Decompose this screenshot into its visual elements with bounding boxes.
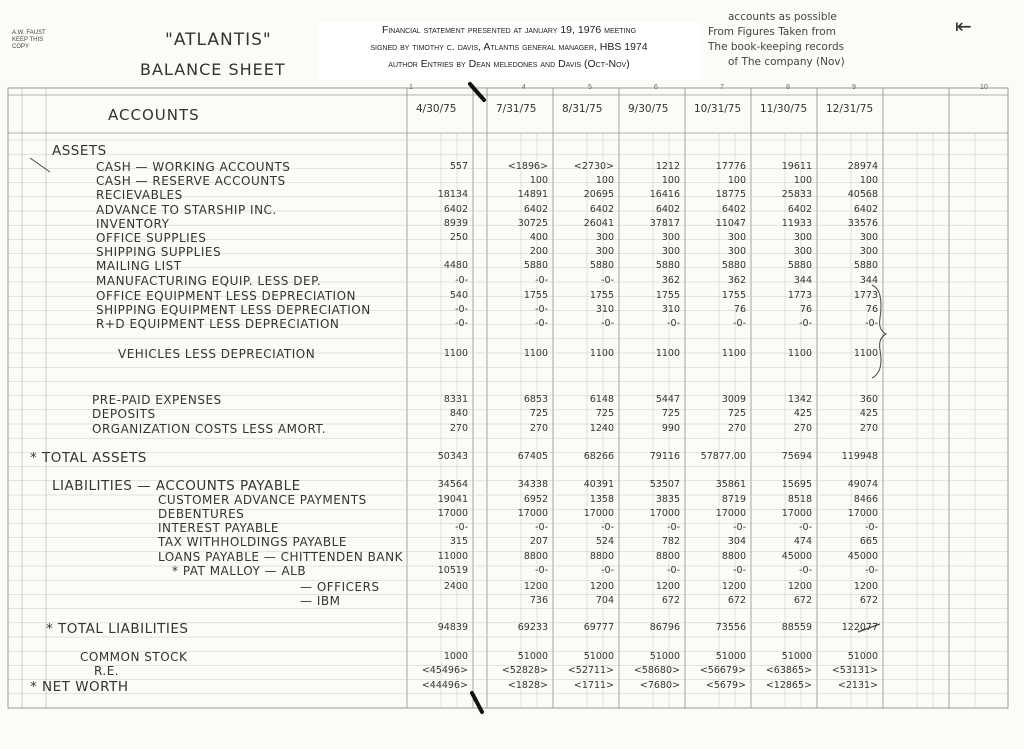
ledger-value: 16416 xyxy=(649,189,680,200)
ledger-value: 1773 xyxy=(787,290,812,301)
column-number: 9 xyxy=(852,84,856,91)
ledger-value: 119948 xyxy=(841,451,878,462)
account-label: — IBM xyxy=(300,594,341,608)
ledger-value: 75694 xyxy=(781,451,812,462)
ledger-value: 14891 xyxy=(517,189,548,200)
note-line: accounts as possible xyxy=(728,11,837,23)
ledger-value: 40391 xyxy=(583,479,614,490)
ledger-value: 300 xyxy=(661,232,680,243)
form-header-print xyxy=(12,30,46,51)
ledger-value: 5880 xyxy=(589,260,614,271)
ledger-value: 270 xyxy=(859,423,878,434)
ledger-value: 8939 xyxy=(443,218,468,229)
ledger-value: -0- xyxy=(455,304,468,315)
ledger-value: 1755 xyxy=(655,290,680,301)
ledger-value: 360 xyxy=(859,394,878,405)
account-label: MANUFACTURING EQUIP. LESS DEP. xyxy=(96,274,322,288)
ledger-value: 51000 xyxy=(847,651,878,662)
ledger-value: 8719 xyxy=(721,494,746,505)
ledger-value: -0- xyxy=(865,565,878,576)
account-label: * TOTAL ASSETS xyxy=(30,450,147,466)
ledger-value: <44496> xyxy=(421,680,468,691)
ledger-value: <1828> xyxy=(507,680,548,691)
account-label: OFFICE EQUIPMENT LESS DEPRECIATION xyxy=(96,289,356,303)
ledger-value: 69777 xyxy=(583,622,614,633)
ledger-value: -0- xyxy=(865,318,878,329)
ledger-value: 540 xyxy=(449,290,468,301)
ledger-value: 1200 xyxy=(853,581,878,592)
accounts-header: ACCOUNTS xyxy=(108,106,200,124)
ledger-value: 310 xyxy=(661,304,680,315)
account-label: ORGANIZATION COSTS LESS AMORT. xyxy=(92,422,327,436)
ledger-value: -0- xyxy=(733,565,746,576)
ledger-value: 17000 xyxy=(649,508,680,519)
ledger-value: <52828> xyxy=(501,665,548,676)
ledger-value: 30725 xyxy=(517,218,548,229)
ledger-value: 94839 xyxy=(437,622,468,633)
account-label: CASH — RESERVE ACCOUNTS xyxy=(96,174,286,188)
ledger-value: -0- xyxy=(601,522,614,533)
ledger-value: 990 xyxy=(661,423,680,434)
ledger-value: 100 xyxy=(727,175,746,186)
ledger-value: 8518 xyxy=(787,494,812,505)
ledger-value: 300 xyxy=(859,232,878,243)
ledger-value: 8466 xyxy=(853,494,878,505)
ledger-value: -0- xyxy=(667,318,680,329)
ledger-value: 122077 xyxy=(841,622,878,633)
ledger-value: 840 xyxy=(449,408,468,419)
ledger-value: 51000 xyxy=(715,651,746,662)
ledger-value: 5880 xyxy=(787,260,812,271)
ledger-value: <58680> xyxy=(633,665,680,676)
ledger-value: 68266 xyxy=(583,451,614,462)
ledger-value: 8800 xyxy=(523,551,548,562)
ledger-value: 100 xyxy=(661,175,680,186)
account-label: * NET WORTH xyxy=(30,679,129,695)
ledger-value: 51000 xyxy=(781,651,812,662)
column-number: 8 xyxy=(786,84,790,91)
column-date-header: 4/30/75 xyxy=(416,103,457,115)
note-line: The book-keeping records xyxy=(708,41,845,53)
ledger-value: 304 xyxy=(727,536,746,547)
column-number: 1 xyxy=(409,84,413,91)
ledger-value: <12865> xyxy=(765,680,812,691)
ledger-value: 300 xyxy=(727,246,746,257)
ledger-value: 11047 xyxy=(715,218,746,229)
ledger-value: 725 xyxy=(529,408,548,419)
ledger-value: 5447 xyxy=(655,394,680,405)
caption-line: Financial statement presented at january 19, 1976 meeting xyxy=(381,24,637,36)
ledger-value: 69233 xyxy=(517,622,548,633)
ledger-value: 300 xyxy=(727,232,746,243)
ledger-value: <56679> xyxy=(699,665,746,676)
ledger-value: <45496> xyxy=(421,665,468,676)
ledger-value: 425 xyxy=(859,408,878,419)
caption-line: author Entries by Dean meledones and Davis (Oct-Nov) xyxy=(388,58,630,70)
column-date-header: 12/31/75 xyxy=(826,103,874,115)
ledger-value: 37817 xyxy=(649,218,680,229)
account-label: CASH — WORKING ACCOUNTS xyxy=(96,160,291,174)
ledger-value: 50343 xyxy=(437,451,468,462)
account-label: DEBENTURES xyxy=(158,507,245,521)
ledger-value: -0- xyxy=(455,522,468,533)
account-label: * TOTAL LIABILITIES xyxy=(46,621,189,637)
caption-box xyxy=(318,22,700,80)
ledger-value: 362 xyxy=(727,275,746,286)
ledger-value: 1755 xyxy=(721,290,746,301)
column-date-header: 9/30/75 xyxy=(628,103,669,115)
ledger-value: -0- xyxy=(667,565,680,576)
ledger-value: 79116 xyxy=(649,451,680,462)
ledger-value: 300 xyxy=(859,246,878,257)
ledger-value: 2400 xyxy=(443,581,468,592)
account-label: OFFICE SUPPLIES xyxy=(96,231,207,245)
column-number: 6 xyxy=(654,84,658,91)
account-label: INTEREST PAYABLE xyxy=(158,521,279,535)
ledger-value: 5880 xyxy=(655,260,680,271)
ledger-value: 100 xyxy=(859,175,878,186)
ledger-value: -0- xyxy=(733,522,746,533)
ledger-value: 17000 xyxy=(437,508,468,519)
ledger-value: 300 xyxy=(793,246,812,257)
ledger-value: 1212 xyxy=(655,161,680,172)
ledger-value: 1755 xyxy=(523,290,548,301)
ledger-value: 45000 xyxy=(847,551,878,562)
ledger-value: 3835 xyxy=(655,494,680,505)
ledger-value: 73556 xyxy=(715,622,746,633)
ledger-value: 33576 xyxy=(847,218,878,229)
ledger-value: 17000 xyxy=(847,508,878,519)
ledger-value: 17000 xyxy=(781,508,812,519)
ledger-value: 725 xyxy=(661,408,680,419)
ledger-value: 76 xyxy=(733,304,746,315)
ledger-value: 1100 xyxy=(589,348,614,359)
ledger-value: -0- xyxy=(601,318,614,329)
ledger-value: 53507 xyxy=(649,479,680,490)
ledger-value: 1100 xyxy=(787,348,812,359)
ledger-value: 270 xyxy=(529,423,548,434)
ledger-value: 51000 xyxy=(517,651,548,662)
account-label: ADVANCE TO STARSHIP INC. xyxy=(96,203,277,217)
account-label: ASSETS xyxy=(52,143,107,159)
account-label: * PAT MALLOY — ALB xyxy=(172,564,307,578)
column-number: 10 xyxy=(980,84,988,91)
ledger-value: 1200 xyxy=(655,581,680,592)
ledger-value: 51000 xyxy=(649,651,680,662)
ledger-value: 76 xyxy=(865,304,878,315)
ledger-value: 6952 xyxy=(523,494,548,505)
account-label: PRE-PAID EXPENSES xyxy=(92,393,222,407)
form-text-line: A.W. FAUST xyxy=(12,30,46,36)
account-label: CUSTOMER ADVANCE PAYMENTS xyxy=(158,493,367,507)
ledger-value: 17776 xyxy=(715,161,746,172)
ledger-value: 76 xyxy=(799,304,812,315)
company-title: "ATLANTIS" xyxy=(165,30,272,50)
ledger-value: 344 xyxy=(859,275,878,286)
ledger-value: <52711> xyxy=(567,665,614,676)
ledger-value: -0- xyxy=(601,275,614,286)
ledger-value: 100 xyxy=(595,175,614,186)
ledger-value: 6402 xyxy=(443,204,468,215)
ledger-value: 1755 xyxy=(589,290,614,301)
ledger-value: 425 xyxy=(793,408,812,419)
ledger-value: 1200 xyxy=(589,581,614,592)
ledger-value: 1200 xyxy=(721,581,746,592)
ledger-value: -0- xyxy=(799,522,812,533)
ledger-value: <63865> xyxy=(765,665,812,676)
account-label: DEPOSITS xyxy=(92,407,156,421)
ledger-value: -0- xyxy=(535,304,548,315)
ledger-value: -0- xyxy=(799,565,812,576)
ledger-value: -0- xyxy=(733,318,746,329)
caption-line: signed by timothy c. davis, Atlantis general manager, HBS 1974 xyxy=(370,41,648,53)
ledger-value: 6402 xyxy=(721,204,746,215)
account-label: COMMON STOCK xyxy=(80,650,188,664)
account-label: INVENTORY xyxy=(96,217,170,231)
ledger-value: 1100 xyxy=(655,348,680,359)
ledger-value: 315 xyxy=(449,536,468,547)
ledger-value: 5880 xyxy=(721,260,746,271)
ledger-value: 6402 xyxy=(853,204,878,215)
ledger-value: 17000 xyxy=(517,508,548,519)
ledger-value: 5880 xyxy=(523,260,548,271)
ledger-value: 11933 xyxy=(781,218,812,229)
ledger-value: -0- xyxy=(535,318,548,329)
account-label: — OFFICERS xyxy=(300,580,380,594)
ledger-value: 1100 xyxy=(443,348,468,359)
ledger-value: 725 xyxy=(595,408,614,419)
ledger-value: 300 xyxy=(595,232,614,243)
ledger-value: 672 xyxy=(727,595,746,606)
ledger-value: 86796 xyxy=(649,622,680,633)
ledger-value: -0- xyxy=(601,565,614,576)
account-label: LOANS PAYABLE — CHITTENDEN BANK xyxy=(158,550,403,564)
ledger-value: 665 xyxy=(859,536,878,547)
ledger-value: 250 xyxy=(449,232,468,243)
ledger-value: 51000 xyxy=(583,651,614,662)
account-label: LIABILITIES — ACCOUNTS PAYABLE xyxy=(52,478,301,494)
note-line: of The company (Nov) xyxy=(728,56,845,68)
ledger-value: 88559 xyxy=(781,622,812,633)
ledger-value: 672 xyxy=(661,595,680,606)
column-number: 7 xyxy=(720,84,724,91)
ledger-value: 6853 xyxy=(523,394,548,405)
ledger-value: 6148 xyxy=(589,394,614,405)
ledger-value: 6402 xyxy=(589,204,614,215)
ledger-value: 40568 xyxy=(847,189,878,200)
ledger-value: <1896> xyxy=(507,161,548,172)
ledger-value: 34338 xyxy=(517,479,548,490)
ledger-value: 1200 xyxy=(523,581,548,592)
ledger-value: 672 xyxy=(859,595,878,606)
column-date-header: 7/31/75 xyxy=(496,103,537,115)
account-label: VEHICLES LESS DEPRECIATION xyxy=(118,347,316,361)
ledger-value: -0- xyxy=(455,318,468,329)
ledger-value: 18134 xyxy=(437,189,468,200)
ledger-value: 17000 xyxy=(715,508,746,519)
ledger-value: 1100 xyxy=(853,348,878,359)
ledger-value: 4480 xyxy=(443,260,468,271)
ledger-value: 3009 xyxy=(721,394,746,405)
ledger-value: 67405 xyxy=(517,451,548,462)
ledger-value: 1200 xyxy=(787,581,812,592)
ledger-value: 400 xyxy=(529,232,548,243)
ledger-value: -0- xyxy=(535,275,548,286)
account-label: SHIPPING EQUIPMENT LESS DEPRECIATION xyxy=(96,303,371,317)
account-label: MAILING LIST xyxy=(96,259,182,273)
ledger-value: 34564 xyxy=(437,479,468,490)
ledger-value: 300 xyxy=(661,246,680,257)
ledger-value: 672 xyxy=(793,595,812,606)
ledger-value: 17000 xyxy=(583,508,614,519)
ledger-value: 736 xyxy=(529,595,548,606)
ledger-value: 28974 xyxy=(847,161,878,172)
ledger-value: -0- xyxy=(865,522,878,533)
ledger-value: 725 xyxy=(727,408,746,419)
ledger-value: 11000 xyxy=(437,551,468,562)
ledger-value: 45000 xyxy=(781,551,812,562)
account-label: SHIPPING SUPPLIES xyxy=(96,245,222,259)
account-label: TAX WITHHOLDINGS PAYABLE xyxy=(158,535,347,549)
ledger-value: 270 xyxy=(449,423,468,434)
ledger-value: 49074 xyxy=(847,479,878,490)
handwritten-note xyxy=(708,10,953,70)
ledger-value: 8331 xyxy=(443,394,468,405)
sheet-title: BALANCE SHEET xyxy=(140,60,286,79)
ledger-value: 270 xyxy=(727,423,746,434)
column-date-header: 10/31/75 xyxy=(694,103,742,115)
ledger-value: 6402 xyxy=(787,204,812,215)
column-date-header: 11/30/75 xyxy=(760,103,808,115)
ledger-value: <2730> xyxy=(573,161,614,172)
ledger-value: 557 xyxy=(449,161,468,172)
arrow-icon: ⇤ xyxy=(955,16,972,38)
ledger-value: <1711> xyxy=(573,680,614,691)
ledger-value: <2131> xyxy=(837,680,878,691)
ledger-value: -0- xyxy=(799,318,812,329)
ledger-value: 20695 xyxy=(583,189,614,200)
ledger-value: 524 xyxy=(595,536,614,547)
ledger-value: 344 xyxy=(793,275,812,286)
ledger-value: 100 xyxy=(793,175,812,186)
ledger-value: -0- xyxy=(455,275,468,286)
ledger-value: 5880 xyxy=(853,260,878,271)
note-line: From Figures Taken from xyxy=(708,26,836,38)
ledger-value: 26041 xyxy=(583,218,614,229)
ledger-value: 19611 xyxy=(781,161,812,172)
ledger-value: 782 xyxy=(661,536,680,547)
account-label: R+D EQUIPMENT LESS DEPRECIATION xyxy=(96,317,340,331)
ledger-value: 310 xyxy=(595,304,614,315)
ledger-value: 100 xyxy=(529,175,548,186)
ledger-value: 200 xyxy=(529,246,548,257)
ledger-value: 6402 xyxy=(523,204,548,215)
ledger-value: -0- xyxy=(667,522,680,533)
ledger-value: <7680> xyxy=(639,680,680,691)
ledger-value: 8800 xyxy=(721,551,746,562)
ledger-value: 25833 xyxy=(781,189,812,200)
ledger-value: 362 xyxy=(661,275,680,286)
account-label: R.E. xyxy=(94,664,120,678)
ledger-value: 704 xyxy=(595,595,614,606)
ledger-value: 1240 xyxy=(589,423,614,434)
ledger-value: 207 xyxy=(529,536,548,547)
ledger-value: 18775 xyxy=(715,189,746,200)
ledger-value: 1773 xyxy=(853,290,878,301)
column-date-header: 8/31/75 xyxy=(562,103,603,115)
ledger-value: 15695 xyxy=(781,479,812,490)
ledger-value: 300 xyxy=(595,246,614,257)
ledger-value: 1358 xyxy=(589,494,614,505)
ledger-value: 1100 xyxy=(721,348,746,359)
ledger-value: <5679> xyxy=(705,680,746,691)
form-text-line: COPY xyxy=(12,44,30,50)
ledger-value: 300 xyxy=(793,232,812,243)
ledger-value: 8800 xyxy=(589,551,614,562)
ledger-value: 35861 xyxy=(715,479,746,490)
ledger-value: 270 xyxy=(793,423,812,434)
ledger-value: 10519 xyxy=(437,565,468,576)
ledger-value: 1000 xyxy=(443,651,468,662)
ledger-value: 19041 xyxy=(437,494,468,505)
ledger-value: <53131> xyxy=(831,665,878,676)
ledger-value: 8800 xyxy=(655,551,680,562)
ledger-value: -0- xyxy=(535,565,548,576)
column-number: 4 xyxy=(522,84,526,91)
column-number: 5 xyxy=(588,84,592,91)
ledger-value: 6402 xyxy=(655,204,680,215)
account-label: RECIEVABLES xyxy=(96,188,183,202)
form-text-line: KEEP THIS xyxy=(12,37,44,43)
ledger-value: 57877.00 xyxy=(700,451,746,462)
ledger-value: -0- xyxy=(535,522,548,533)
ledger-value: 474 xyxy=(793,536,812,547)
ledger-value: 1342 xyxy=(787,394,812,405)
ledger-value: 1100 xyxy=(523,348,548,359)
